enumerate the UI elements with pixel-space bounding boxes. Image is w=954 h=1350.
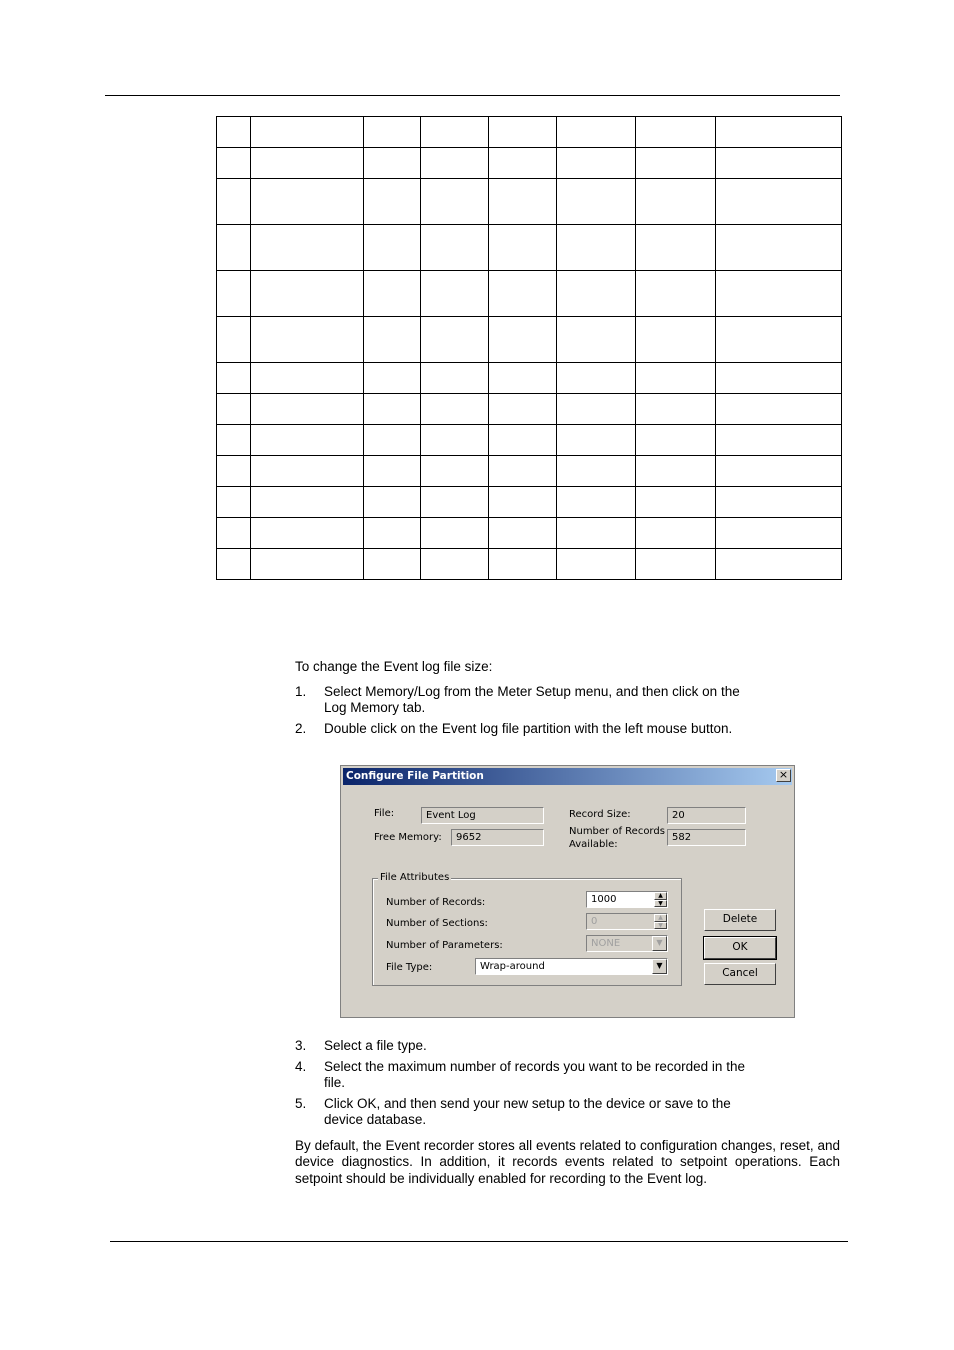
free-memory-label: Free Memory: — [374, 832, 442, 843]
table-cell — [489, 549, 557, 580]
table-cell — [421, 225, 489, 271]
table-cell — [716, 317, 842, 363]
table-cell — [489, 363, 557, 394]
table-cell — [716, 225, 842, 271]
chevron-down-icon: ▼ — [652, 936, 667, 951]
table-cell — [716, 148, 842, 179]
table-cell — [421, 456, 489, 487]
table-row — [217, 363, 842, 394]
table-row — [217, 487, 842, 518]
table-cell — [636, 117, 716, 148]
table-cell — [251, 271, 364, 317]
table-cell — [557, 117, 636, 148]
table-row — [217, 549, 842, 580]
chevron-down-icon[interactable]: ▼ — [654, 900, 667, 908]
table-cell — [364, 317, 421, 363]
table-cell — [489, 225, 557, 271]
num-parameters-value: NONE — [591, 938, 621, 949]
chevron-down-icon: ▼ — [654, 922, 667, 930]
table-cell — [636, 363, 716, 394]
chevron-up-icon[interactable]: ▲ — [654, 892, 667, 900]
file-type-label: File Type: — [386, 962, 433, 973]
table-cell — [251, 148, 364, 179]
table-cell — [489, 518, 557, 549]
table-cell — [421, 317, 489, 363]
num-parameters-label: Number of Parameters: — [386, 940, 503, 951]
table-cell — [716, 394, 842, 425]
record-size-label: Record Size: — [569, 809, 631, 820]
table-cell — [217, 148, 251, 179]
table-cell — [716, 117, 842, 148]
table-cell — [251, 179, 364, 225]
records-available-label: Number of Records — [569, 826, 665, 837]
table-cell — [489, 456, 557, 487]
table-row — [217, 394, 842, 425]
ok-button[interactable]: OK — [704, 937, 776, 959]
table-cell — [636, 456, 716, 487]
table-cell — [557, 549, 636, 580]
table-cell — [364, 148, 421, 179]
table-cell — [364, 179, 421, 225]
table-row — [217, 148, 842, 179]
records-available-label-2: Available: — [569, 839, 618, 850]
table-cell — [217, 456, 251, 487]
table-cell — [421, 394, 489, 425]
table-cell — [557, 456, 636, 487]
table-cell — [557, 179, 636, 225]
header-rule — [105, 95, 840, 96]
table-cell — [716, 518, 842, 549]
table-cell — [636, 487, 716, 518]
table-cell — [636, 179, 716, 225]
file-type-select[interactable] — [475, 958, 668, 975]
table-cell — [364, 271, 421, 317]
table-cell — [251, 425, 364, 456]
table-cell — [716, 487, 842, 518]
table-cell — [557, 394, 636, 425]
table-cell — [217, 425, 251, 456]
steps-list-a — [295, 684, 754, 737]
table-row — [217, 518, 842, 549]
table-cell — [716, 425, 842, 456]
description-paragraph: By default, the Event recorder stores all events related to configuration changes, reset, and device diagnostics. In addition, it records events related to setpoint operations. Each setpoint should be individually enabled for recording to the Event log. — [295, 1138, 840, 1186]
num-sections-value: 0 — [591, 916, 598, 927]
intro-text: To change the Event log file size: — [295, 659, 493, 674]
steps-list-b — [295, 1038, 754, 1128]
table-cell — [217, 271, 251, 317]
table-cell — [557, 425, 636, 456]
table-row — [217, 225, 842, 271]
table-cell — [716, 549, 842, 580]
table-cell — [557, 363, 636, 394]
table-cell — [489, 117, 557, 148]
file-type-value: Wrap-around — [480, 961, 545, 972]
table-cell — [251, 117, 364, 148]
file-label: File: — [374, 808, 395, 819]
table-cell — [489, 317, 557, 363]
table-cell — [421, 518, 489, 549]
table-cell — [364, 518, 421, 549]
table-cell — [489, 394, 557, 425]
table-cell — [364, 363, 421, 394]
table-cell — [251, 549, 364, 580]
table-cell — [421, 363, 489, 394]
table-cell — [251, 487, 364, 518]
table-cell — [716, 271, 842, 317]
table-cell — [421, 425, 489, 456]
table-cell — [421, 179, 489, 225]
num-sections-stepper — [586, 913, 668, 930]
table-cell — [421, 549, 489, 580]
table-cell — [636, 549, 716, 580]
table-cell — [636, 317, 716, 363]
table-cell — [716, 456, 842, 487]
table-row — [217, 271, 842, 317]
delete-button[interactable]: Delete — [704, 909, 776, 931]
table-cell — [716, 363, 842, 394]
table-cell — [557, 148, 636, 179]
num-parameters-select — [586, 935, 668, 952]
table-row — [217, 117, 842, 148]
table-cell — [421, 148, 489, 179]
empty-table — [216, 116, 842, 580]
table-cell — [557, 317, 636, 363]
table-cell — [364, 225, 421, 271]
table-cell — [217, 317, 251, 363]
list-item: 2. Double click on the Event log file partition with the left mouse button. — [295, 721, 733, 736]
table-cell — [364, 425, 421, 456]
file-attributes-title: File Attributes — [380, 872, 450, 883]
table-cell — [217, 518, 251, 549]
table-cell — [489, 425, 557, 456]
table-row — [217, 179, 842, 225]
table-cell — [421, 271, 489, 317]
records-available-field: 582 — [667, 829, 746, 846]
table-cell — [557, 271, 636, 317]
table-cell — [364, 487, 421, 518]
table-cell — [217, 225, 251, 271]
table-cell — [557, 225, 636, 271]
cancel-button[interactable]: Cancel — [704, 963, 776, 985]
file-field: Event Log — [421, 807, 544, 824]
table-cell — [489, 179, 557, 225]
num-records-label: Number of Records: — [386, 897, 486, 908]
table-cell — [636, 425, 716, 456]
table-cell — [251, 225, 364, 271]
free-memory-field: 9652 — [451, 829, 544, 846]
table-cell — [636, 271, 716, 317]
dialog-titlebar[interactable] — [343, 768, 792, 785]
table-cell — [251, 363, 364, 394]
list-item: 3. Select a file type. — [295, 1038, 427, 1053]
table-cell — [489, 148, 557, 179]
num-records-value: 1000 — [591, 894, 617, 905]
table-cell — [421, 117, 489, 148]
spin-buttons[interactable] — [654, 892, 667, 907]
table-cell — [636, 394, 716, 425]
dialog-title: Configure File Partition — [346, 770, 484, 782]
table-cell — [557, 518, 636, 549]
footer-rule — [110, 1241, 848, 1242]
chevron-up-icon: ▲ — [654, 914, 667, 922]
list-item: 5. Click OK, and then send your new setup to the device or save to the device database. — [295, 1096, 731, 1127]
table-cell — [421, 487, 489, 518]
table-cell — [364, 117, 421, 148]
table-cell — [557, 487, 636, 518]
table-cell — [217, 394, 251, 425]
table-cell — [489, 271, 557, 317]
list-item: 4. Select the maximum number of records you want to be recorded in the file. — [295, 1059, 745, 1090]
num-sections-label: Number of Sections: — [386, 918, 488, 929]
table-cell — [217, 549, 251, 580]
table-cell — [251, 394, 364, 425]
table-cell — [217, 363, 251, 394]
table-row — [217, 425, 842, 456]
table-cell — [217, 179, 251, 225]
table-cell — [364, 394, 421, 425]
table-cell — [364, 456, 421, 487]
table-row — [217, 456, 842, 487]
table-cell — [716, 179, 842, 225]
table-cell — [217, 487, 251, 518]
record-size-field: 20 — [667, 807, 746, 824]
table-cell — [489, 487, 557, 518]
table-cell — [636, 518, 716, 549]
table-cell — [636, 225, 716, 271]
table-cell — [251, 456, 364, 487]
close-icon[interactable]: × — [776, 769, 791, 782]
table-cell — [251, 317, 364, 363]
num-records-stepper[interactable] — [586, 891, 668, 908]
table-row — [217, 317, 842, 363]
table-cell — [364, 549, 421, 580]
table-cell — [251, 518, 364, 549]
spin-buttons — [654, 914, 667, 929]
table-cell — [217, 117, 251, 148]
list-item: 1. Select Memory/Log from the Meter Setup menu, and then click on the Log Memory tab. — [295, 684, 740, 715]
table-cell — [636, 148, 716, 179]
configure-file-partition-dialog — [340, 765, 795, 1018]
chevron-down-icon[interactable]: ▼ — [652, 959, 667, 974]
